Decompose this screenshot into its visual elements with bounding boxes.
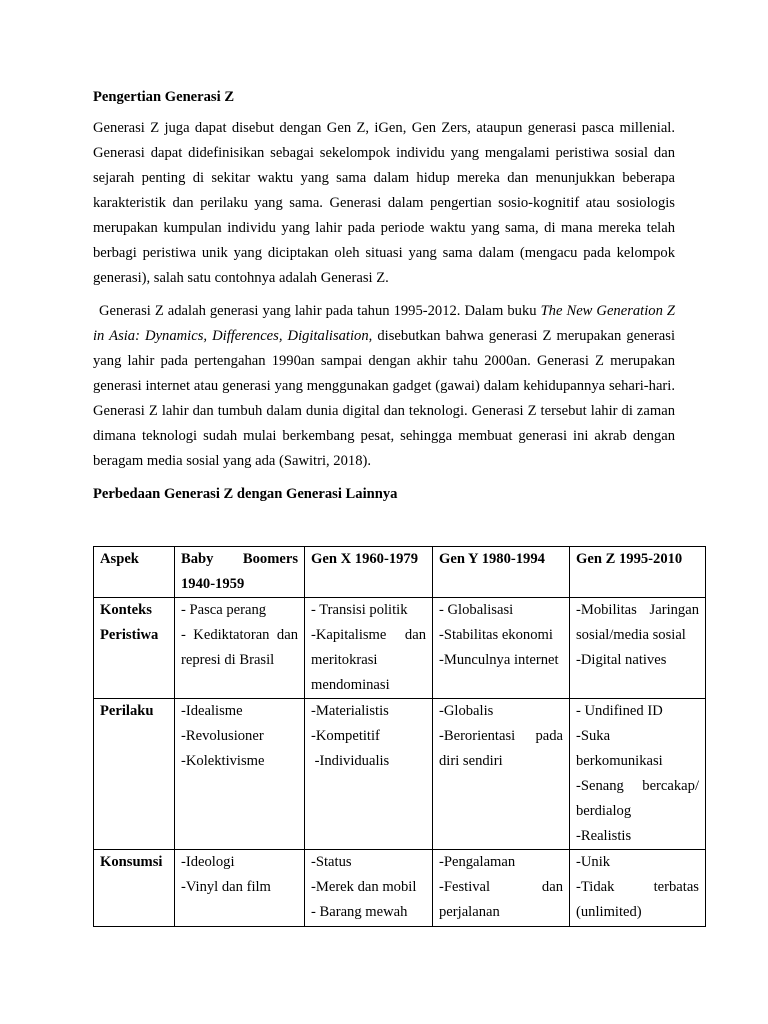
boomers-cell [175, 598, 305, 699]
generation-comparison-table [93, 546, 706, 927]
cell-item: -Kolektivisme [181, 753, 265, 769]
header-aspek: Aspek [94, 547, 175, 598]
genz-cell [570, 850, 706, 927]
header-boomers-line1: Baby Boomers [181, 551, 298, 567]
cell-item: -Festival dan perjalanan [439, 879, 563, 920]
cell-item: - Kediktatoran dan represi di Brasil [181, 627, 298, 668]
aspek-cell: Perilaku [94, 699, 175, 850]
cell-item: -Mobilitas Jaringan sosial/media sosial [576, 602, 699, 643]
genz-cell [570, 699, 706, 850]
cell-item: -Status [311, 854, 352, 870]
cell-item: -Tidak terbatas (unlimited) [576, 879, 699, 920]
cell-item: -Kapitalisme dan meritokrasi mendominasi [311, 627, 426, 693]
paragraph-gen-z-birth [93, 299, 675, 474]
aspek-cell: Konsumsi [94, 850, 175, 927]
cell-item: - Pasca perang [181, 602, 267, 618]
boomers-cell [175, 699, 305, 850]
cell-item: - Transisi politik [311, 602, 408, 618]
cell-item: -Munculnya internet [439, 652, 559, 668]
cell-item: -Merek dan mobil [311, 879, 417, 895]
cell-item: - Undifined ID [576, 703, 663, 719]
genx-cell [305, 699, 433, 850]
cell-item: - Globalisasi [439, 602, 514, 618]
cell-item: -Kompetitif [311, 728, 380, 744]
cell-item: -Vinyl dan film [181, 879, 271, 895]
cell-item: -Globalis [439, 703, 494, 719]
genx-cell [305, 598, 433, 699]
cell-item: -Ideologi [181, 854, 235, 870]
paragraph-text-after: , disebutkan bahwa generasi Z merupakan generasi yang lahir pada pertengahan 1990an sampai dengan akhir tahu 2000an. Generasi Z merupakan generasi internet atau generasi yang menggunakan gadget (gawai) dalam kehidupannya sehari-hari. Generasi Z lahir dan tumbuh dalam dunia digital dan teknologi. Generasi Z tersebut lahir di zaman dimana teknologi sudah mulai berkembang pesat, sehingga membuat generasi ini akrab dengan beragam media sosial yang ada (Sawitri, 2018). [93, 328, 675, 469]
geny-cell [433, 850, 570, 927]
table-row [94, 598, 706, 699]
table-row [94, 850, 706, 927]
cell-item: -Senang bercakap/ berdialog [576, 778, 699, 819]
header-baby-boomers [175, 547, 305, 598]
header-boomers-line2: 1940-1959 [181, 576, 245, 592]
cell-item: -Digital natives [576, 652, 667, 668]
table-row [94, 699, 706, 850]
document-page [93, 85, 675, 517]
cell-item: -Individualis [311, 753, 390, 769]
cell-item: - Barang mewah [311, 904, 408, 920]
header-gen-x: Gen X 1960-1979 [305, 547, 433, 598]
heading-perbedaan: Perbedaan Generasi Z dengan Generasi Lainnya [93, 486, 398, 502]
cell-item: -Revolusioner [181, 728, 264, 744]
cell-item: -Pengalaman [439, 854, 516, 870]
boomers-cell [175, 850, 305, 927]
paragraph-definition: Generasi Z juga dapat disebut dengan Gen Z, iGen, Gen Zers, ataupun generasi pasca millenial. Generasi dapat didefinisikan sebagai sekelompok individu yang mengalami peristiwa sosial dan sejarah penting di sekitar waktu yang sama dalam hidup mereka dan menunjukkan beberapa karakteristik dan perilaku yang sama. Generasi dalam pengertian sosio-kognitif atau sosiologis merupakan kumpulan individu yang lahir pada periode waktu yang sama, di mana mereka telah berbagi peristiwa unik yang diciptakan oleh situasi yang sama dalam (mengacu pada kelompok generasi), salah satu contohnya adalah Generasi Z. [93, 120, 675, 286]
geny-cell [433, 699, 570, 850]
genz-cell [570, 598, 706, 699]
cell-item: -Stabilitas ekonomi [439, 627, 553, 643]
header-gen-z: Gen Z 1995-2010 [570, 547, 706, 598]
cell-item: -Unik [576, 854, 611, 870]
paragraph-text-before: Generasi Z adalah generasi yang lahir pada tahun 1995-2012. Dalam buku [99, 303, 541, 319]
header-gen-y: Gen Y 1980-1994 [433, 547, 570, 598]
genx-cell [305, 850, 433, 927]
geny-cell [433, 598, 570, 699]
cell-item: -Materialistis [311, 703, 389, 719]
cell-item: -Realistis [576, 828, 632, 844]
cell-item: -Berorientasi pada diri sendiri [439, 728, 563, 769]
cell-item: -Suka berkomunikasi [576, 728, 663, 769]
heading-pengertian: Pengertian Generasi Z [93, 89, 235, 105]
book-title: The New Generation Z in Asia: Dynamics, Differences, Digitalisation [93, 303, 675, 344]
aspek-cell: Konteks Peristiwa [94, 598, 175, 699]
cell-item: -Idealisme [181, 703, 243, 719]
table-header-row [94, 547, 706, 598]
